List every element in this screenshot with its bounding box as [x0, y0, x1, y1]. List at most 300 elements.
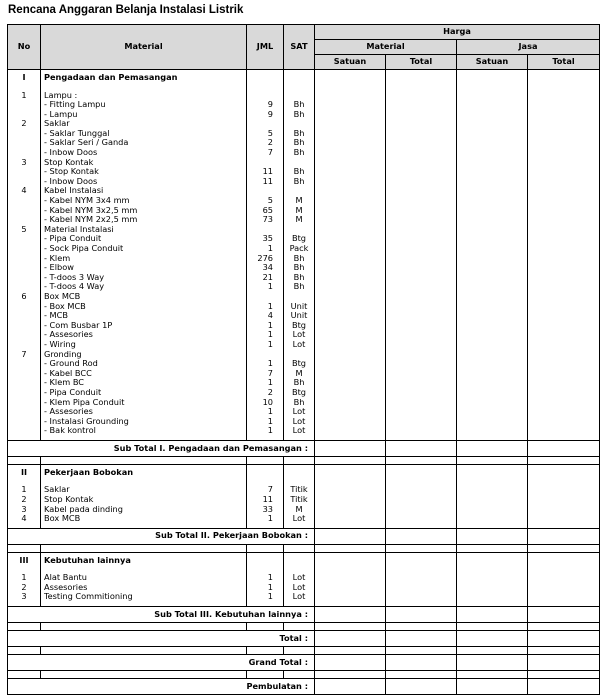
price-total-jasa	[528, 417, 600, 427]
row-item: - Klem BC	[41, 378, 247, 388]
table-row	[8, 311, 600, 321]
price-total-material	[386, 514, 457, 524]
subtotal-total-jasa	[528, 440, 600, 456]
subtotal-satuan-material	[315, 631, 386, 647]
row-item: Lampu :	[41, 91, 247, 101]
row-no	[8, 177, 41, 187]
row-jml: 10	[247, 398, 284, 408]
row-no	[8, 426, 41, 436]
price-satuan-jasa	[457, 514, 528, 524]
row-jml: 1	[247, 378, 284, 388]
price-satuan-jasa	[457, 263, 528, 273]
row-sat: Lot	[284, 340, 315, 350]
price-total-jasa	[528, 70, 600, 87]
row-item: - Wiring	[41, 340, 247, 350]
row-item: Saklar	[41, 485, 247, 495]
subtotal-satuan-material	[315, 440, 386, 456]
row-jml: 1	[247, 407, 284, 417]
price-satuan-material	[315, 552, 386, 569]
row-no: 1	[8, 91, 41, 101]
price-satuan-material	[315, 583, 386, 593]
totals-gap	[8, 623, 600, 631]
row-item: - Fitting Lampu	[41, 100, 247, 110]
price-total-material	[386, 70, 457, 87]
row-jml: 1	[247, 417, 284, 427]
price-total-jasa	[528, 206, 600, 216]
price-total-material	[386, 573, 457, 583]
price-satuan-material	[315, 321, 386, 331]
price-satuan-jasa	[457, 340, 528, 350]
row-no	[8, 311, 41, 321]
row-jml: 33	[247, 505, 284, 515]
table-row	[8, 129, 600, 139]
price-satuan-material	[315, 119, 386, 129]
price-satuan-material	[315, 138, 386, 148]
row-item: Stop Kontak	[41, 495, 247, 505]
subtotal-label: Sub Total II. Pekerjaan Bobokan :	[8, 528, 315, 544]
row-no: 6	[8, 292, 41, 302]
price-total-material	[386, 417, 457, 427]
table-body	[8, 70, 600, 695]
price-satuan-jasa	[457, 167, 528, 177]
table-row	[8, 495, 600, 505]
row-jml: 9	[247, 110, 284, 120]
price-satuan-jasa	[457, 234, 528, 244]
row-jml: 65	[247, 206, 284, 216]
price-satuan-material	[315, 263, 386, 273]
table-row	[8, 592, 600, 602]
price-total-jasa	[528, 592, 600, 602]
row-item: Material Instalasi	[41, 225, 247, 235]
col-satuan-material-header: Satuan	[315, 55, 386, 70]
row-sat: Btg	[284, 388, 315, 398]
price-satuan-material	[315, 311, 386, 321]
table-row	[8, 378, 600, 388]
row-no: 4	[8, 514, 41, 524]
row-item: - Kabel BCC	[41, 369, 247, 379]
price-satuan-jasa	[457, 302, 528, 312]
price-total-jasa	[528, 158, 600, 168]
row-item: Assesories	[41, 583, 247, 593]
col-harga-jasa-header: Jasa	[457, 40, 600, 55]
price-satuan-jasa	[457, 254, 528, 264]
price-total-material	[386, 398, 457, 408]
row-item: - T-doos 4 Way	[41, 282, 247, 292]
row-no: 1	[8, 485, 41, 495]
price-satuan-jasa	[457, 110, 528, 120]
price-total-jasa	[528, 148, 600, 158]
price-satuan-jasa	[457, 186, 528, 196]
price-satuan-material	[315, 495, 386, 505]
price-total-jasa	[528, 311, 600, 321]
row-no	[8, 215, 41, 225]
price-satuan-material	[315, 110, 386, 120]
price-satuan-material	[315, 573, 386, 583]
price-total-material	[386, 495, 457, 505]
subtotal-satuan-jasa	[457, 655, 528, 671]
price-satuan-material	[315, 91, 386, 101]
price-satuan-material	[315, 70, 386, 87]
row-item: - Assesories	[41, 330, 247, 340]
price-total-jasa	[528, 369, 600, 379]
price-total-jasa	[528, 514, 600, 524]
row-no	[8, 282, 41, 292]
row-jml: 7	[247, 485, 284, 495]
price-total-material	[386, 359, 457, 369]
price-total-material	[386, 158, 457, 168]
price-satuan-jasa	[457, 215, 528, 225]
row-item: Stop Kontak	[41, 158, 247, 168]
row-jml: 1	[247, 573, 284, 583]
price-total-material	[386, 234, 457, 244]
price-satuan-jasa	[457, 426, 528, 436]
price-total-material	[386, 369, 457, 379]
price-total-material	[386, 138, 457, 148]
row-jml: 1	[247, 244, 284, 254]
table-row	[8, 340, 600, 350]
grand-total-row	[8, 655, 600, 671]
table-row	[8, 100, 600, 110]
price-satuan-material	[315, 350, 386, 360]
table-row	[8, 186, 600, 196]
row-no: III	[8, 552, 41, 569]
price-total-jasa	[528, 138, 600, 148]
subtotal-satuan-material	[315, 607, 386, 623]
price-satuan-jasa	[457, 292, 528, 302]
row-item: Saklar	[41, 119, 247, 129]
price-satuan-jasa	[457, 592, 528, 602]
price-satuan-material	[315, 302, 386, 312]
table-row	[8, 321, 600, 331]
col-sat-header: SAT	[284, 25, 315, 70]
table-row	[8, 234, 600, 244]
row-sat: Lot	[284, 426, 315, 436]
subtotal-label: Grand Total :	[8, 655, 315, 671]
table-row	[8, 417, 600, 427]
row-jml	[247, 119, 284, 129]
row-sat: Lot	[284, 330, 315, 340]
table-row	[8, 225, 600, 235]
row-sat: Btg	[284, 234, 315, 244]
price-satuan-jasa	[457, 495, 528, 505]
row-item: - Stop Kontak	[41, 167, 247, 177]
price-satuan-material	[315, 177, 386, 187]
row-jml: 276	[247, 254, 284, 264]
row-no	[8, 302, 41, 312]
subtotal-total-jasa	[528, 679, 600, 695]
price-total-material	[386, 273, 457, 283]
table-row	[8, 119, 600, 129]
price-total-material	[386, 350, 457, 360]
price-satuan-material	[315, 485, 386, 495]
row-item: - Saklar Tunggal	[41, 129, 247, 139]
subtotal-total-material	[386, 440, 457, 456]
row-sat: Bh	[284, 378, 315, 388]
price-total-jasa	[528, 186, 600, 196]
row-jml	[247, 552, 284, 569]
price-satuan-jasa	[457, 359, 528, 369]
budget-table	[7, 24, 600, 695]
row-sat	[284, 186, 315, 196]
row-item: - Saklar Seri / Ganda	[41, 138, 247, 148]
row-no: 5	[8, 225, 41, 235]
col-jml-header: JML	[247, 25, 284, 70]
price-satuan-material	[315, 234, 386, 244]
row-no: 7	[8, 350, 41, 360]
col-harga-material-header: Material	[315, 40, 457, 55]
row-item: Gronding	[41, 350, 247, 360]
table-row	[8, 244, 600, 254]
row-sat	[284, 464, 315, 481]
row-sat	[284, 225, 315, 235]
price-satuan-material	[315, 186, 386, 196]
price-satuan-jasa	[457, 129, 528, 139]
row-no: 1	[8, 573, 41, 583]
row-no	[8, 321, 41, 331]
price-satuan-material	[315, 464, 386, 481]
subtotal-total-jasa	[528, 607, 600, 623]
table-row	[8, 254, 600, 264]
price-total-material	[386, 311, 457, 321]
price-satuan-jasa	[457, 91, 528, 101]
row-item: - Pipa Conduit	[41, 234, 247, 244]
subtotal-label: Sub Total III. Kebutuhan lainnya :	[8, 607, 315, 623]
price-satuan-material	[315, 378, 386, 388]
price-total-material	[386, 129, 457, 139]
price-satuan-material	[315, 100, 386, 110]
row-item: - Inbow Doos	[41, 177, 247, 187]
subtotal-label: Pembulatan :	[8, 679, 315, 695]
price-satuan-jasa	[457, 398, 528, 408]
price-total-jasa	[528, 302, 600, 312]
row-sat	[284, 158, 315, 168]
price-total-jasa	[528, 388, 600, 398]
row-jml: 1	[247, 359, 284, 369]
row-jml: 1	[247, 340, 284, 350]
price-total-jasa	[528, 100, 600, 110]
col-total-jasa-header: Total	[528, 55, 600, 70]
subtotal-label: Sub Total I. Pengadaan dan Pemasangan :	[8, 440, 315, 456]
row-sat: Btg	[284, 359, 315, 369]
row-sat	[284, 552, 315, 569]
row-no	[8, 110, 41, 120]
row-sat	[284, 292, 315, 302]
col-material-header: Material	[41, 25, 247, 70]
totals-gap	[8, 647, 600, 655]
price-total-jasa	[528, 350, 600, 360]
row-jml: 11	[247, 177, 284, 187]
price-satuan-jasa	[457, 464, 528, 481]
table-row	[8, 514, 600, 524]
table-row	[8, 263, 600, 273]
price-satuan-jasa	[457, 196, 528, 206]
pembulatan-row	[8, 679, 600, 695]
price-total-material	[386, 426, 457, 436]
price-total-jasa	[528, 167, 600, 177]
row-no	[8, 378, 41, 388]
price-satuan-material	[315, 359, 386, 369]
row-jml: 11	[247, 167, 284, 177]
row-no	[8, 417, 41, 427]
row-no	[8, 407, 41, 417]
totals-gap	[8, 671, 600, 679]
row-no: 2	[8, 495, 41, 505]
price-total-jasa	[528, 254, 600, 264]
price-total-material	[386, 592, 457, 602]
price-total-material	[386, 552, 457, 569]
row-item: - Box MCB	[41, 302, 247, 312]
price-satuan-jasa	[457, 70, 528, 87]
subtotal-satuan-jasa	[457, 607, 528, 623]
price-satuan-jasa	[457, 148, 528, 158]
price-total-material	[386, 485, 457, 495]
row-jml: 1	[247, 302, 284, 312]
row-jml: 9	[247, 100, 284, 110]
row-no	[8, 138, 41, 148]
table-row	[8, 583, 600, 593]
table-row	[8, 273, 600, 283]
row-item: - Lampu	[41, 110, 247, 120]
row-sat: Bh	[284, 167, 315, 177]
price-satuan-jasa	[457, 321, 528, 331]
price-total-material	[386, 263, 457, 273]
row-sat: Bh	[284, 138, 315, 148]
price-satuan-material	[315, 215, 386, 225]
subtotal-total-material	[386, 655, 457, 671]
price-satuan-jasa	[457, 388, 528, 398]
row-no	[8, 129, 41, 139]
row-item: - Elbow	[41, 263, 247, 273]
table-row	[8, 330, 600, 340]
price-satuan-jasa	[457, 573, 528, 583]
price-total-jasa	[528, 292, 600, 302]
row-jml: 34	[247, 263, 284, 273]
price-total-material	[386, 91, 457, 101]
subtotal-label: Total :	[8, 631, 315, 647]
price-total-material	[386, 110, 457, 120]
row-item: Kabel Instalasi	[41, 186, 247, 196]
price-total-material	[386, 388, 457, 398]
row-item: - Bak kontrol	[41, 426, 247, 436]
table-row	[8, 369, 600, 379]
price-total-material	[386, 244, 457, 254]
price-satuan-material	[315, 244, 386, 254]
price-satuan-jasa	[457, 378, 528, 388]
row-no	[8, 273, 41, 283]
table-row	[8, 282, 600, 292]
price-satuan-jasa	[457, 330, 528, 340]
row-jml	[247, 464, 284, 481]
subtotal-satuan-material	[315, 679, 386, 695]
row-jml: 21	[247, 273, 284, 283]
price-satuan-material	[315, 292, 386, 302]
price-satuan-jasa	[457, 407, 528, 417]
price-satuan-jasa	[457, 505, 528, 515]
table-row	[8, 148, 600, 158]
subtotal-satuan-material	[315, 528, 386, 544]
price-total-material	[386, 330, 457, 340]
row-jml: 1	[247, 426, 284, 436]
price-total-material	[386, 100, 457, 110]
row-sat: Bh	[284, 398, 315, 408]
row-no: 3	[8, 592, 41, 602]
price-total-jasa	[528, 573, 600, 583]
price-satuan-jasa	[457, 273, 528, 283]
table-row	[8, 302, 600, 312]
price-total-jasa	[528, 505, 600, 515]
table-row	[8, 485, 600, 495]
price-total-jasa	[528, 234, 600, 244]
row-sat: M	[284, 206, 315, 216]
row-no	[8, 388, 41, 398]
table-row	[8, 177, 600, 187]
row-sat: M	[284, 196, 315, 206]
row-no: 2	[8, 119, 41, 129]
row-sat: Unit	[284, 302, 315, 312]
row-sat: Lot	[284, 573, 315, 583]
row-sat: Titik	[284, 485, 315, 495]
price-satuan-jasa	[457, 282, 528, 292]
row-jml: 1	[247, 592, 284, 602]
row-no	[8, 369, 41, 379]
row-sat: Bh	[284, 282, 315, 292]
price-total-material	[386, 464, 457, 481]
price-satuan-material	[315, 369, 386, 379]
row-item: Pekerjaan Bobokan	[41, 464, 247, 481]
row-item: Box MCB	[41, 514, 247, 524]
table-header	[8, 25, 600, 70]
row-item: - Kabel NYM 3x4 mm	[41, 196, 247, 206]
row-sat: Lot	[284, 417, 315, 427]
price-satuan-jasa	[457, 485, 528, 495]
price-total-jasa	[528, 398, 600, 408]
row-jml: 5	[247, 196, 284, 206]
price-total-material	[386, 206, 457, 216]
row-jml	[247, 186, 284, 196]
price-total-material	[386, 215, 457, 225]
section-header	[8, 552, 600, 569]
row-jml: 7	[247, 369, 284, 379]
subtotal-total-material	[386, 528, 457, 544]
row-no	[8, 263, 41, 273]
price-satuan-jasa	[457, 583, 528, 593]
price-total-jasa	[528, 225, 600, 235]
price-total-material	[386, 407, 457, 417]
price-satuan-jasa	[457, 552, 528, 569]
price-total-jasa	[528, 583, 600, 593]
row-sat	[284, 70, 315, 87]
price-satuan-material	[315, 273, 386, 283]
section-gap	[8, 544, 600, 552]
row-no	[8, 196, 41, 206]
price-satuan-material	[315, 505, 386, 515]
price-total-jasa	[528, 129, 600, 139]
row-jml: 73	[247, 215, 284, 225]
price-satuan-jasa	[457, 119, 528, 129]
row-item: Box MCB	[41, 292, 247, 302]
col-no-header: No	[8, 25, 41, 70]
price-satuan-material	[315, 407, 386, 417]
row-no: 3	[8, 158, 41, 168]
row-sat: Lot	[284, 407, 315, 417]
table-row	[8, 110, 600, 120]
row-no	[8, 398, 41, 408]
price-total-jasa	[528, 359, 600, 369]
row-sat: M	[284, 369, 315, 379]
subtotal-satuan-material	[315, 655, 386, 671]
table-row	[8, 292, 600, 302]
row-jml: 5	[247, 129, 284, 139]
